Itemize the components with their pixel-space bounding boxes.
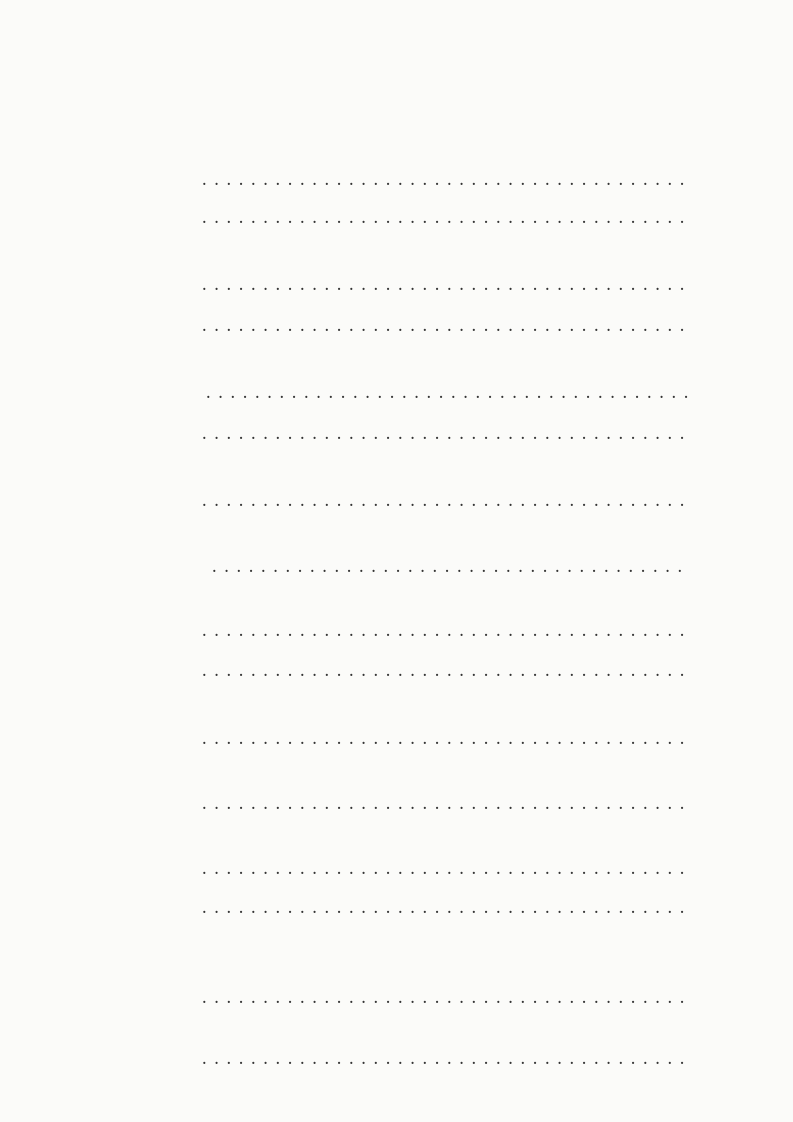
dot-leader xyxy=(202,316,691,337)
toc-entry-4-4[interactable] xyxy=(200,596,737,646)
toc-entry-line xyxy=(200,383,737,408)
toc-entry-line xyxy=(200,963,737,988)
toc-entry-line xyxy=(200,988,737,1013)
toc-entry-3-4[interactable] xyxy=(200,316,737,341)
dot-leader xyxy=(202,170,691,191)
toc-entry-5-1[interactable] xyxy=(200,769,737,819)
dot-leader xyxy=(202,988,691,1009)
toc-entry-line xyxy=(200,170,737,195)
toc-entry-line xyxy=(200,250,737,275)
toc-entry-3-2[interactable] xyxy=(200,208,737,233)
toc-entry-5-4[interactable] xyxy=(200,938,737,1013)
toc-entry-4-1[interactable] xyxy=(200,424,737,449)
toc-chapter-5[interactable] xyxy=(200,704,737,754)
toc-entry-line xyxy=(200,557,737,582)
toc-entry-4-5[interactable] xyxy=(200,661,737,686)
toc-entry-line xyxy=(200,859,737,884)
toc-entry-3-3[interactable] xyxy=(200,250,737,300)
dot-leader xyxy=(202,621,691,642)
dot-leader xyxy=(212,557,691,578)
dot-leader xyxy=(202,729,691,750)
toc-entry-line xyxy=(200,1049,737,1074)
toc-entry-line xyxy=(200,1024,737,1049)
toc-entry-4-3[interactable] xyxy=(200,532,737,582)
toc-entry-line xyxy=(200,316,737,341)
dot-leader xyxy=(202,424,691,445)
dot-leader xyxy=(202,898,691,919)
toc-entry-line xyxy=(200,208,737,233)
toc-entry-line xyxy=(200,358,737,383)
dot-leader xyxy=(206,383,691,404)
toc-entry-line xyxy=(200,834,737,859)
dot-leader xyxy=(202,208,691,229)
toc-entry-line xyxy=(200,145,737,170)
dot-leader xyxy=(202,491,691,512)
toc-entry-line xyxy=(200,275,737,300)
toc-entry-line xyxy=(200,898,737,923)
dot-leader xyxy=(202,1049,685,1070)
toc-entry-line xyxy=(200,596,737,621)
toc-entry-line xyxy=(200,621,737,646)
toc-entry-5-2[interactable] xyxy=(200,834,737,884)
toc-entry-line xyxy=(200,704,737,729)
toc-entry-4-2[interactable] xyxy=(200,466,737,516)
toc-entry-line xyxy=(200,491,737,516)
toc-entry-line xyxy=(200,729,737,754)
toc-entry-line xyxy=(200,794,737,819)
toc-entry-line xyxy=(200,769,737,794)
toc-entry-line xyxy=(200,532,737,557)
dot-leader xyxy=(202,794,691,815)
toc-chapter-4[interactable] xyxy=(200,358,737,408)
toc-entry-5-3[interactable] xyxy=(200,898,737,923)
dot-leader xyxy=(202,859,691,880)
dot-leader xyxy=(202,661,691,682)
toc-entry-line xyxy=(200,466,737,491)
dot-leader xyxy=(202,275,691,296)
toc-entry-3-1[interactable] xyxy=(200,145,737,195)
toc-entry-line xyxy=(200,661,737,686)
toc-entry-line xyxy=(200,938,737,963)
toc-entry-5-5[interactable] xyxy=(200,1024,737,1074)
toc-entry-line xyxy=(200,424,737,449)
